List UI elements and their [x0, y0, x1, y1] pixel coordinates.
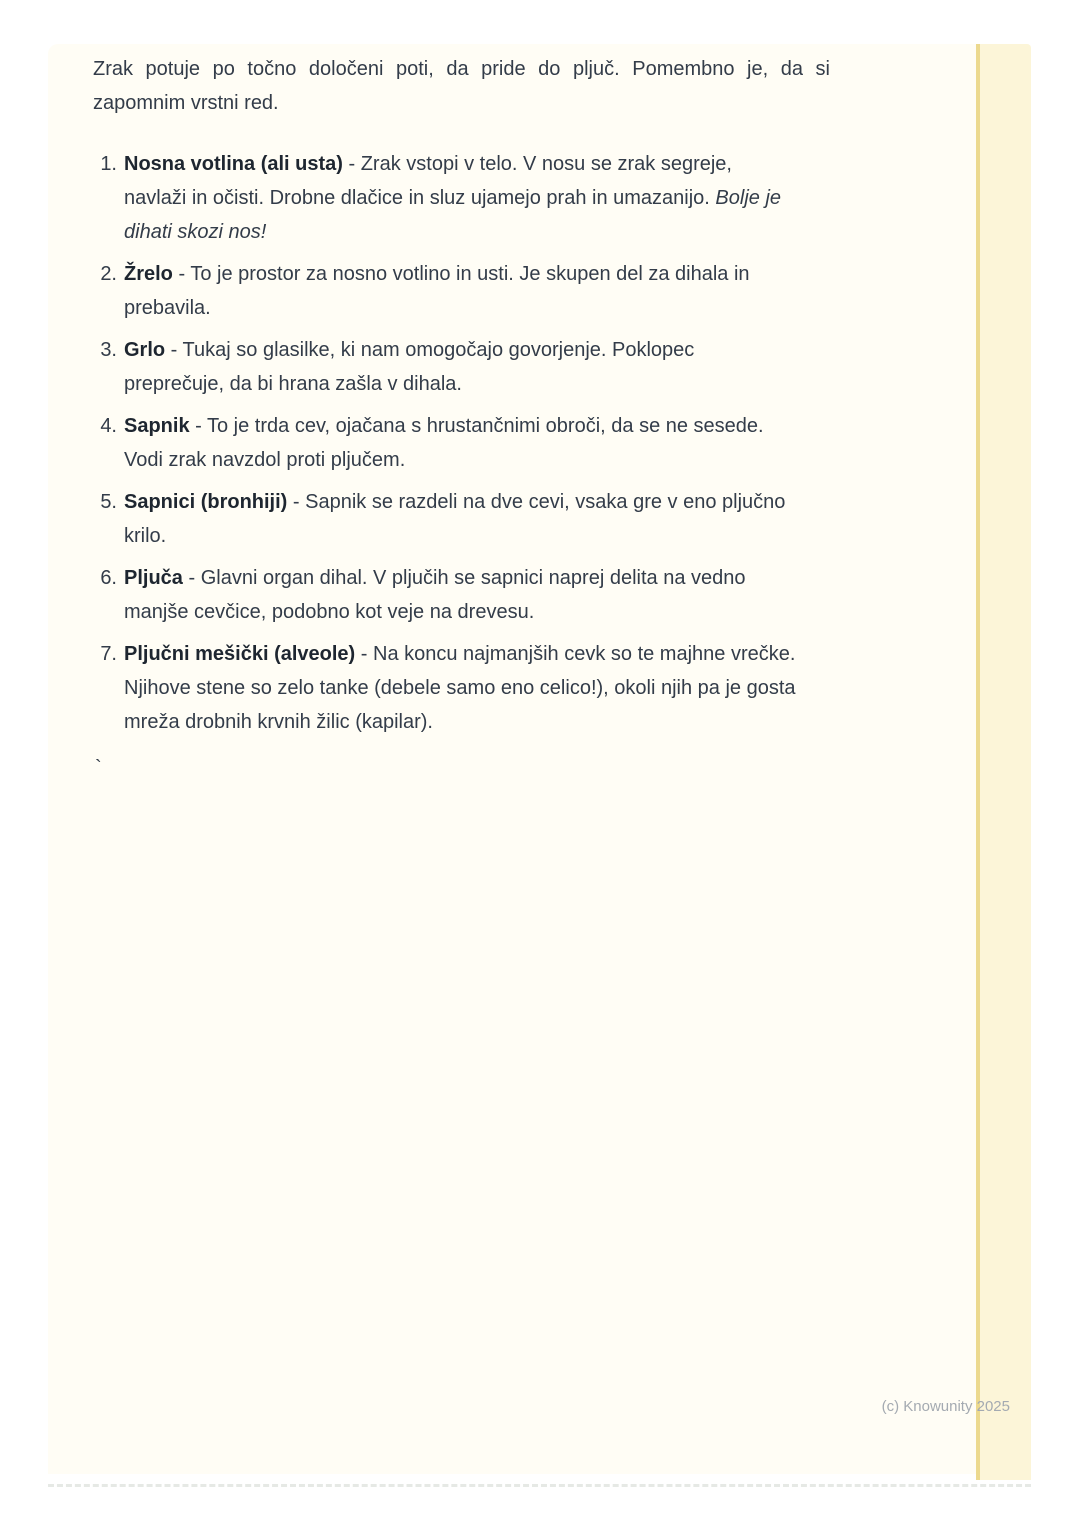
list-item — [93, 257, 830, 325]
list-item-text — [124, 561, 796, 629]
list-item-term: Pljučni mešički (alveole) — [124, 643, 356, 665]
page-break-divider — [48, 1484, 1031, 1487]
list-item-term: Grlo — [124, 339, 166, 361]
list-item — [93, 485, 830, 553]
list-item — [93, 147, 830, 249]
list-item-number: 2. — [100, 263, 117, 285]
term-separator: - — [165, 339, 183, 361]
list-item-text — [124, 485, 796, 553]
list-item-number: 5. — [100, 491, 117, 513]
term-separator: - — [287, 491, 306, 513]
list-item-desc: Sapnik se razdeli na dve cevi, vsaka gre v eno pljučno krilo. — [124, 491, 786, 547]
document-page — [48, 44, 1031, 1474]
list-item — [93, 637, 830, 739]
list-item-term: Pljuča — [124, 567, 183, 589]
watermark: (c) Knowunity 2025 — [881, 1398, 1010, 1415]
intro-line-2: zapomnim vrstni red. — [93, 92, 279, 114]
list-item-number: 6. — [100, 567, 117, 589]
list-item-text — [124, 333, 796, 401]
list-item-desc: To je trda cev, ojačana s hrustančnimi obroči, da se ne sesede. Vodi zrak navzdol proti pljučem. — [124, 415, 764, 471]
term-separator: - — [355, 643, 373, 665]
list-item — [93, 561, 830, 629]
term-separator: - — [182, 567, 201, 589]
term-separator: - — [172, 263, 191, 285]
list-item-note-italic: Bolje je dihati skozi nos! — [124, 187, 782, 243]
list-item-text — [124, 257, 796, 325]
list-item-term: Sapnik — [124, 415, 190, 437]
list-item-desc: Tukaj so glasilke, ki nam omogočajo govorjenje. Poklopec preprečuje, da bi hrana zašla v dihala. — [124, 339, 695, 395]
intro-line-1: Zrak potuje po točno določeni poti, da pride do pljuč. Pomembno je, da si — [93, 58, 830, 80]
list-item-text — [124, 147, 796, 249]
list-item-term: Žrelo — [124, 263, 173, 285]
list-item-term: Nosna votlina (ali usta) — [124, 153, 343, 175]
list-item-text — [124, 637, 796, 739]
list-item-number: 4. — [100, 415, 117, 437]
term-separator: - — [342, 153, 361, 175]
list-item-number: 7. — [100, 643, 117, 665]
list-item-desc: Na koncu najmanjših cevk so te majhne vrečke. Njihove stene so zelo tanke (debele samo eno celico!), okoli njih pa je gosta mreža drobnih krvnih žilic (kapilar). — [124, 643, 796, 733]
intro-paragraph — [93, 52, 830, 120]
term-separator: - — [189, 415, 207, 437]
list-item-desc: Glavni organ dihal. V pljučih se sapnici naprej delita na vedno manjše cevčice, podobno kot veje na drevesu. — [124, 567, 746, 623]
list-item-desc: To je prostor za nosno votlino in usti. Je skupen del za dihala in prebavila. — [124, 263, 750, 319]
page-content — [93, 52, 830, 785]
list-item — [93, 333, 830, 401]
list-item — [93, 409, 830, 477]
yellow-margin-strip — [976, 44, 1031, 1480]
list-item-text — [124, 409, 796, 477]
list-item-term: Sapnici (bronhiji) — [124, 491, 288, 513]
stray-backtick: ` — [95, 757, 102, 779]
list-item-number: 3. — [100, 339, 117, 361]
air-path-list — [93, 147, 830, 739]
list-item-desc: Zrak vstopi v telo. V nosu se zrak segreje, navlaži in očisti. Drobne dlačice in sluz ujamejo prah in umazanijo. — [124, 153, 732, 209]
list-item-number: 1. — [100, 153, 117, 175]
